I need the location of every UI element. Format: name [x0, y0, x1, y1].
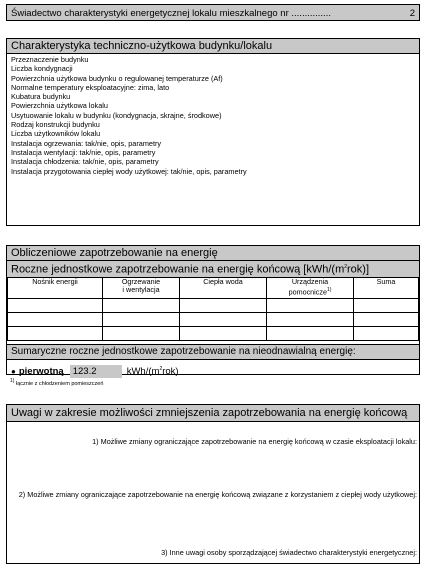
characteristic-item: Powierzchnia użytkowa lokalu — [11, 101, 108, 111]
page-number: 2 — [409, 8, 415, 19]
recommendation-item: 2) Możliwe zmiany ograniczające zapotrzebowanie na energię końcową związane z korzystaniem z ciepłej wody użytkowej: — [18, 490, 417, 499]
energy-demand-section — [6, 245, 420, 375]
document-title: Świadectwo charakterystyki energetycznej lokalu mieszkalnego nr ............... — [11, 8, 331, 19]
section-title: Obliczeniowe zapotrzebowanie na energię — [7, 246, 419, 261]
characteristic-item: Usytuowanie lokalu w budynku (kondygnacja, skrajne, środkowe) — [11, 110, 222, 120]
column-header-heating: Ogrzewanie i wentylacja — [103, 277, 180, 298]
bullet-icon: ● — [11, 366, 16, 376]
table-row — [8, 326, 419, 340]
page-header — [6, 4, 420, 21]
recommendation-item: 1) Możliwe zmiany ograniczające zapotrzebowanie na energię końcową w czasie eksploatacji lokalu: — [92, 437, 417, 446]
characteristic-item: Liczba użytkowników lokalu — [11, 129, 101, 139]
table-row — [8, 298, 419, 312]
footnote: $^{1)}$ łącznie z chłodzeniem pomieszczeń — [10, 378, 104, 387]
energy-table — [7, 277, 419, 341]
characteristic-item: Kubatura budynku — [11, 92, 71, 102]
characteristic-item: Powierzchnia użytkowa budynku o regulowanej temperaturze (Af) — [11, 73, 223, 83]
characteristics-list — [7, 54, 419, 176]
section-subtitle: Roczne jednostkowe zapotrzebowanie na energię końcową $[kWh/(m^2rok)]$ — [7, 261, 419, 277]
characteristic-item: Normalne temperatury eksploatacyjne: zima, lato — [11, 82, 170, 92]
characteristic-item: Instalacja ogrzewania: tak/nie, opis, parametry — [11, 138, 162, 148]
primary-energy-value[interactable]: 123.2 — [70, 365, 122, 378]
column-header-hot-water: Ciepła woda — [180, 277, 267, 298]
characteristic-item: Instalacja chłodzenia: tak/nie, opis, parametry — [11, 157, 159, 167]
table-row — [8, 312, 419, 326]
column-header-auxiliary: Urządzenia pomocnicze$^{1)}$ — [267, 277, 354, 298]
primary-energy-unit: kWh/$(m^2rok)$ — [126, 365, 179, 377]
table-header-row — [8, 277, 419, 298]
recommendation-item: 3) Inne uwagi osoby sporządzającej świadectwo charakterystyki energetycznej: — [161, 548, 417, 557]
characteristic-item: Przeznaczenie budynku — [11, 55, 89, 64]
column-header-carrier: Nośnik energii — [8, 277, 103, 298]
technical-characteristics-section — [6, 38, 420, 226]
section-title: Charakterystyka techniczno-użytkowa budynku/lokalu — [7, 39, 419, 54]
characteristic-item: Instalacja przygotowania ciepłej wody użytkowej: tak/nie, opis, parametry — [11, 166, 247, 176]
characteristic-item: Rodzaj konstrukcji budynku — [11, 120, 100, 130]
primary-energy-label: pierwotną — [18, 365, 64, 377]
summary-title: Sumaryczne roczne jednostkowe zapotrzebowanie na nieodnawialną energię: — [7, 344, 419, 360]
column-header-sum: Suma — [354, 277, 419, 298]
characteristic-item: Liczba kondygnacji — [11, 64, 73, 74]
recommendations-section — [6, 404, 420, 564]
section-title: Uwagi w zakresie możliwości zmniejszenia zapotrzebowania na energię końcową — [7, 405, 419, 422]
characteristic-item: Instalacja wentylacji: tak/nie, opis, parametry — [11, 147, 156, 157]
